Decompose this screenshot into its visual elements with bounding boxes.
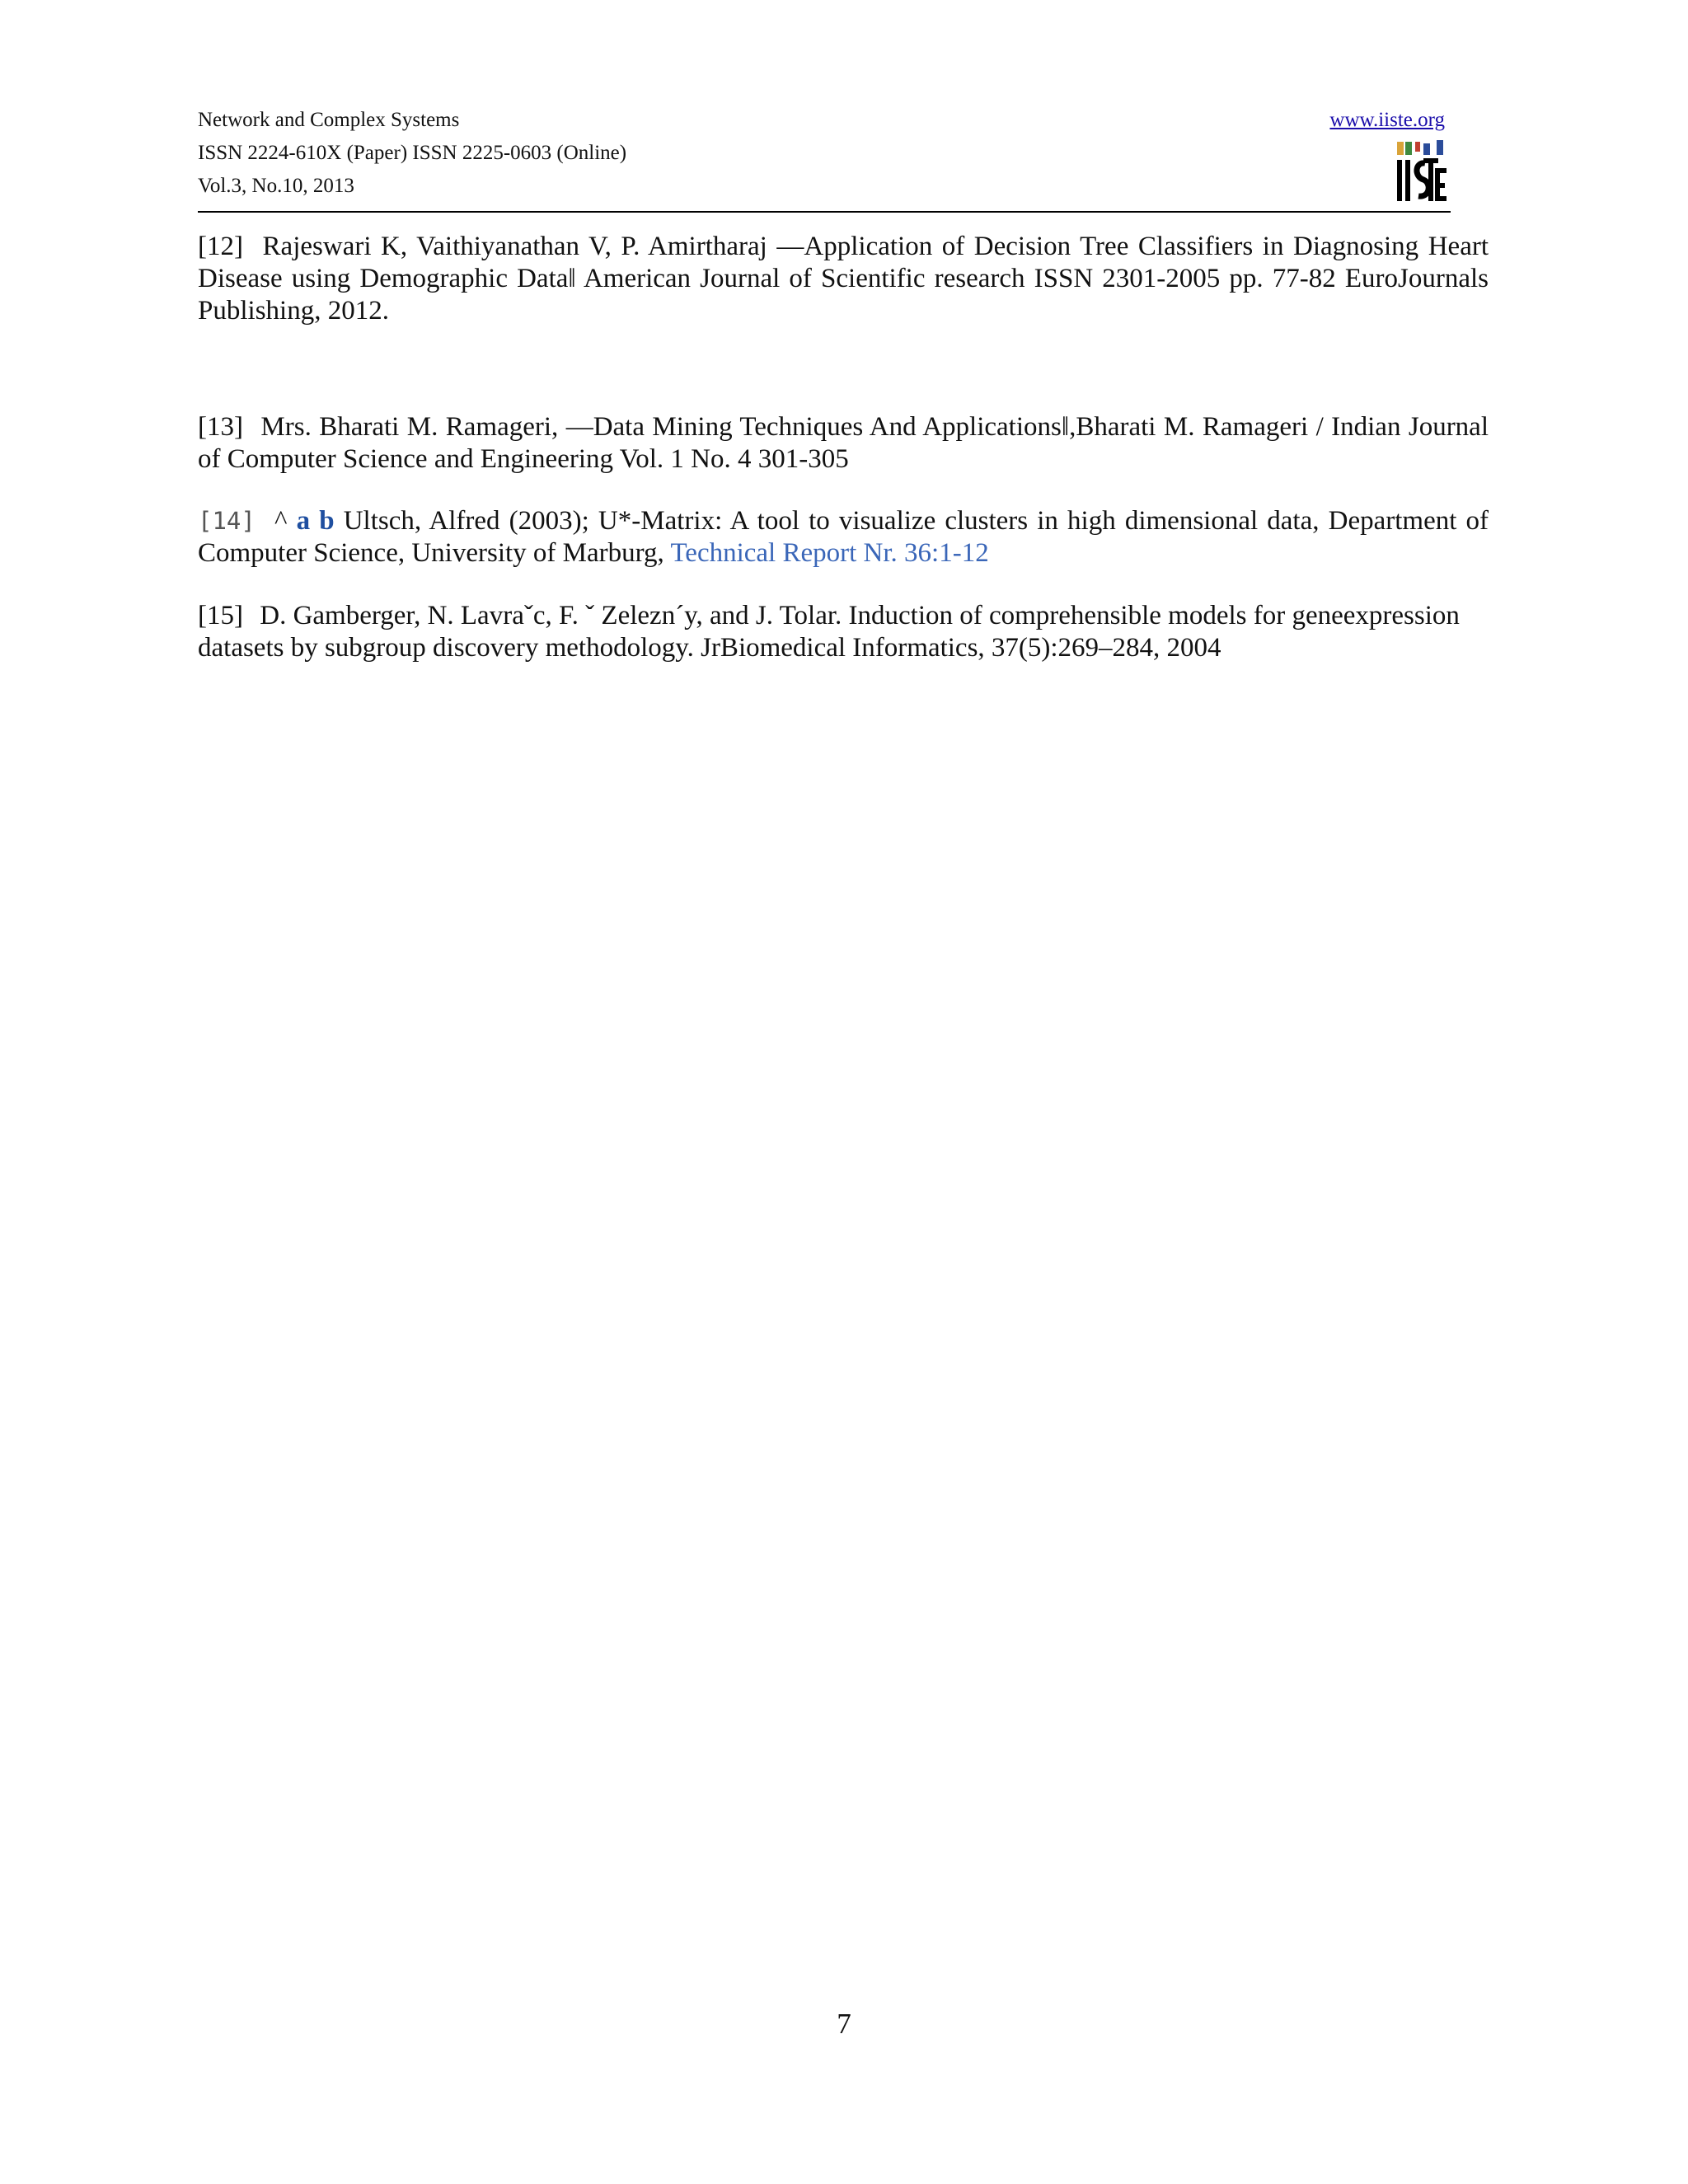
technical-report-link[interactable]: Technical Report Nr. 36:1-12 bbox=[670, 538, 989, 568]
reference-caret: ^ bbox=[274, 506, 288, 536]
journal-issn: ISSN 2224-610X (Paper) ISSN 2225-0603 (Online) bbox=[198, 142, 627, 164]
reference-13 bbox=[198, 411, 1489, 476]
journal-url-link[interactable]: www.iiste.org bbox=[1329, 109, 1445, 131]
reference-number: [12] bbox=[198, 232, 243, 261]
journal-info bbox=[198, 104, 626, 203]
reference-number: [14] bbox=[198, 507, 256, 535]
journal-title: Network and Complex Systems bbox=[198, 109, 460, 131]
reference-12 bbox=[198, 231, 1489, 327]
reference-15 bbox=[198, 600, 1489, 664]
journal-volume: Vol.3, No.10, 2013 bbox=[198, 175, 354, 197]
reference-number: [15] bbox=[198, 601, 243, 630]
reference-text: Mrs. Bharati M. Ramageri, ―Data Mining Techniques And Applications‖,Bharati M. Ramageri / Indian Journal of Computer Science and Engineering Vol. 1 No. 4 301-305 bbox=[198, 412, 1489, 474]
reference-backlinks[interactable]: a b bbox=[296, 506, 335, 536]
reference-text: D. Gamberger, N. Lavraˇc, F. ˇ Zelezn´y, and J. Tolar. Induction of comprehensible models for geneexpression datasets by subgroup discovery methodology. JrBiomedical Informatics, 37(5):269–284, 2004 bbox=[198, 601, 1460, 663]
reference-number: [13] bbox=[198, 412, 243, 442]
reference-text: Ultsch, Alfred (2003); U*-Matrix: A tool to visualize clusters in high dimensional data, Department of Computer Science, University of Marburg, bbox=[198, 506, 1489, 568]
reference-text: Rajeswari K, Vaithiyanathan V, P. Amirtharaj ―Application of Decision Tree Classifiers in Diagnosing Heart Disease using Demographic Data‖ American Journal of Scientific research ISSN 2301-2005 pp. 77-82 EuroJournals Publishing, 2012. bbox=[198, 232, 1489, 326]
iiste-logo bbox=[1394, 140, 1448, 204]
page-number: 7 bbox=[837, 2008, 851, 2040]
page-header bbox=[198, 104, 1451, 213]
reference-14 bbox=[198, 505, 1489, 569]
